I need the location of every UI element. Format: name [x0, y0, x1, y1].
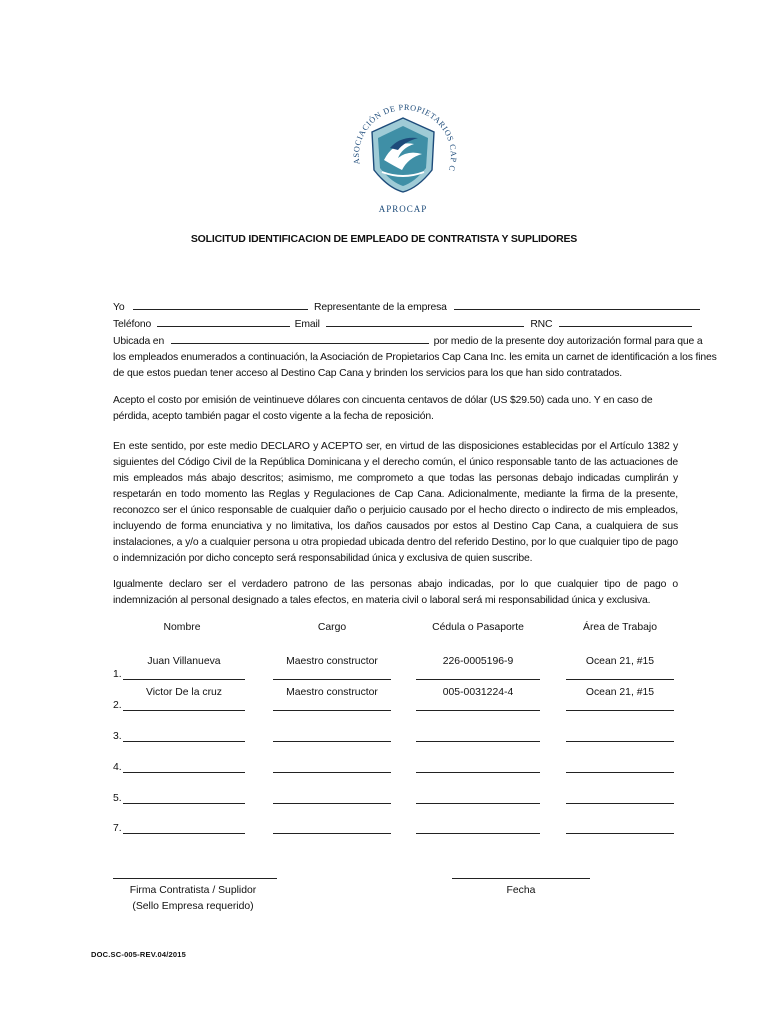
table-row	[113, 714, 693, 744]
cell-underline	[273, 772, 391, 773]
cell-underline	[416, 741, 540, 742]
yo-field[interactable]	[133, 299, 308, 310]
table-row	[113, 683, 693, 713]
cell-underline	[416, 679, 540, 680]
email-label: Email	[294, 319, 320, 330]
logo-emblem	[338, 88, 468, 218]
cell-area[interactable]	[566, 749, 674, 775]
row-number: 2.	[113, 700, 122, 711]
telefono-label: Teléfono	[113, 319, 152, 330]
cell-cedula[interactable]	[416, 780, 540, 806]
cell-cargo-value: Maestro constructor	[286, 656, 378, 667]
document-title: SOLICITUD IDENTIFICACION DE EMPLEADO DE CONTRATISTA Y SUPLIDORES	[190, 233, 578, 245]
cell-underline	[416, 803, 540, 804]
cell-cedula[interactable]	[416, 810, 540, 836]
cell-underline	[123, 803, 245, 804]
cell-underline	[566, 741, 674, 742]
ubicada-field[interactable]	[171, 333, 429, 344]
cell-cargo-value: Maestro constructor	[286, 687, 378, 698]
cell-nombre[interactable]	[123, 718, 245, 744]
cell-nombre[interactable]	[123, 780, 245, 806]
cell-underline	[273, 833, 391, 834]
header-area: Área de Trabajo	[583, 622, 657, 633]
email-field[interactable]	[326, 316, 524, 327]
cell-underline	[273, 710, 391, 711]
rnc-field[interactable]	[559, 316, 692, 327]
cell-cedula[interactable]	[416, 718, 540, 744]
cell-underline	[123, 741, 245, 742]
header-nombre: Nombre	[163, 622, 201, 633]
ubicada-label: Ubicada en	[113, 336, 165, 347]
continuation-line-1: los empleados enumerados a continuación, la Asociación de Propietarios Cap Cana Inc. les emita un carnet de identificación a los fines	[113, 352, 717, 363]
cell-cargo[interactable]	[273, 718, 391, 744]
sello-label: (Sello Empresa requerido)	[132, 901, 254, 912]
cell-underline	[566, 772, 674, 773]
cell-area[interactable]	[566, 780, 674, 806]
cell-cargo[interactable]	[273, 780, 391, 806]
cell-underline	[123, 772, 245, 773]
cell-nombre-value: Juan Villanueva	[147, 656, 221, 667]
cell-nombre[interactable]	[123, 810, 245, 836]
yo-row	[113, 299, 678, 316]
cell-cedula[interactable]	[416, 687, 540, 713]
patron-paragraph: Igualmente declaro ser el verdadero patrono de las personas abajo indicadas, por lo que cualquier tipo de pago o indemnización al personal designado a tales efectos, en materia civil o laboral será mi responsabilidad única y exclusiva.	[113, 579, 678, 606]
fecha-label: Fecha	[506, 885, 536, 896]
firma-label-block	[113, 883, 273, 915]
fecha-line[interactable]	[452, 878, 590, 879]
logo-caption: APROCAP	[378, 204, 428, 214]
cell-nombre[interactable]	[123, 749, 245, 775]
row-number: 5.	[113, 793, 122, 804]
header-cedula: Cédula o Pasaporte	[432, 622, 524, 633]
cell-underline	[273, 679, 391, 680]
cell-underline	[566, 710, 674, 711]
table-row	[113, 776, 693, 806]
cell-area[interactable]	[566, 810, 674, 836]
representante-label: Representante de la empresa	[313, 302, 447, 313]
cell-underline	[416, 710, 540, 711]
intro-section	[113, 299, 717, 382]
cell-cargo[interactable]	[273, 749, 391, 775]
cell-underline	[416, 833, 540, 834]
cell-underline	[273, 803, 391, 804]
cell-cargo[interactable]	[273, 656, 391, 682]
cell-cedula[interactable]	[416, 749, 540, 775]
autorizacion-text: por medio de la presente doy autorización formal para que a	[433, 336, 703, 347]
table-row	[113, 652, 693, 682]
cell-nombre[interactable]	[123, 656, 245, 682]
cell-nombre-value: Victor De la cruz	[145, 687, 223, 698]
cell-underline	[566, 679, 674, 680]
logo-ring-text-path: ASOCIACIÓN DE PROPIETARIOS CAP C	[351, 102, 458, 173]
cell-underline	[123, 679, 245, 680]
empresa-field[interactable]	[454, 299, 700, 310]
cell-area-value: Ocean 21, #15	[585, 656, 655, 667]
cell-area-value: Ocean 21, #15	[585, 687, 655, 698]
row-number: 7.	[113, 823, 122, 834]
cell-underline	[123, 710, 245, 711]
continuation-line-2: de que estos puedan tener acceso al Destino Cap Cana y brinden los servicios para los que han sido contratados.	[113, 368, 622, 379]
firma-label: Firma Contratista / Suplidor	[129, 885, 257, 896]
cell-area[interactable]	[566, 718, 674, 744]
header-cargo: Cargo	[317, 622, 347, 633]
document-code: DOC.SC-005-REV.04/2015	[91, 950, 187, 959]
cell-area[interactable]	[566, 687, 674, 713]
telefono-field[interactable]	[157, 316, 290, 327]
row-number: 1.	[113, 669, 122, 680]
row-number: 4.	[113, 762, 122, 773]
cell-underline	[566, 833, 674, 834]
cell-cedula[interactable]	[416, 656, 540, 682]
cell-underline	[273, 741, 391, 742]
aprocap-logo	[338, 88, 468, 218]
cell-underline	[566, 803, 674, 804]
cell-cargo[interactable]	[273, 687, 391, 713]
declaro-paragraph: En este sentido, por este medio DECLARO y ACEPTO ser, en virtud de las disposiciones establecidas por el Artículo 1382 y siguientes del Código Civil de la República Dominicana y el derecho común, el único responsable tanto de las actuaciones de mis empleados más abajo descritos; asimismo, me comprometo a que todas las personas debajo indicadas cumplirán y respetarán en todo momento las Reglas y Regulaciones de Cap Cana. Adicionalmente, mediante la firma de la presente, reconozco ser el único responsable de cualquier daño o perjuicio causado por el hecho directo o indirecto de mis empleados, incluyendo de forma enunciativa y no limitativa, los daños causados por estos al Destino Cap Cana, a cualquiera de sus instalaciones, a y/o a cualquier persona u otra propiedad ubicada dentro del referido Destino, por lo que cualquier tipo de pago o indemnización por dicho concepto será responsabilidad única y exclusiva de quien suscribe.	[113, 441, 678, 564]
cell-area[interactable]	[566, 656, 674, 682]
cell-cargo[interactable]	[273, 810, 391, 836]
cell-underline	[416, 772, 540, 773]
cell-cedula-value: 226-0005196-9	[442, 656, 514, 667]
cell-cedula-value: 005-0031224-4	[442, 687, 514, 698]
yo-label: Yo	[113, 302, 125, 313]
rnc-label: RNC	[530, 319, 553, 330]
ubicada-row	[113, 333, 703, 350]
cell-underline	[123, 833, 245, 834]
telefono-row	[113, 316, 678, 333]
table-row	[113, 745, 693, 775]
table-row	[113, 806, 693, 836]
costo-paragraph: Acepto el costo por emisión de veintinueve dólares con cincuenta centavos de dólar (US $29.50) cada uno. Y en caso de pérdida, acepto también pagar el costo vigente a la fecha de reposición.	[113, 395, 653, 422]
firma-signature-line[interactable]	[113, 878, 277, 879]
row-number: 3.	[113, 731, 122, 742]
cell-nombre[interactable]	[123, 687, 245, 713]
